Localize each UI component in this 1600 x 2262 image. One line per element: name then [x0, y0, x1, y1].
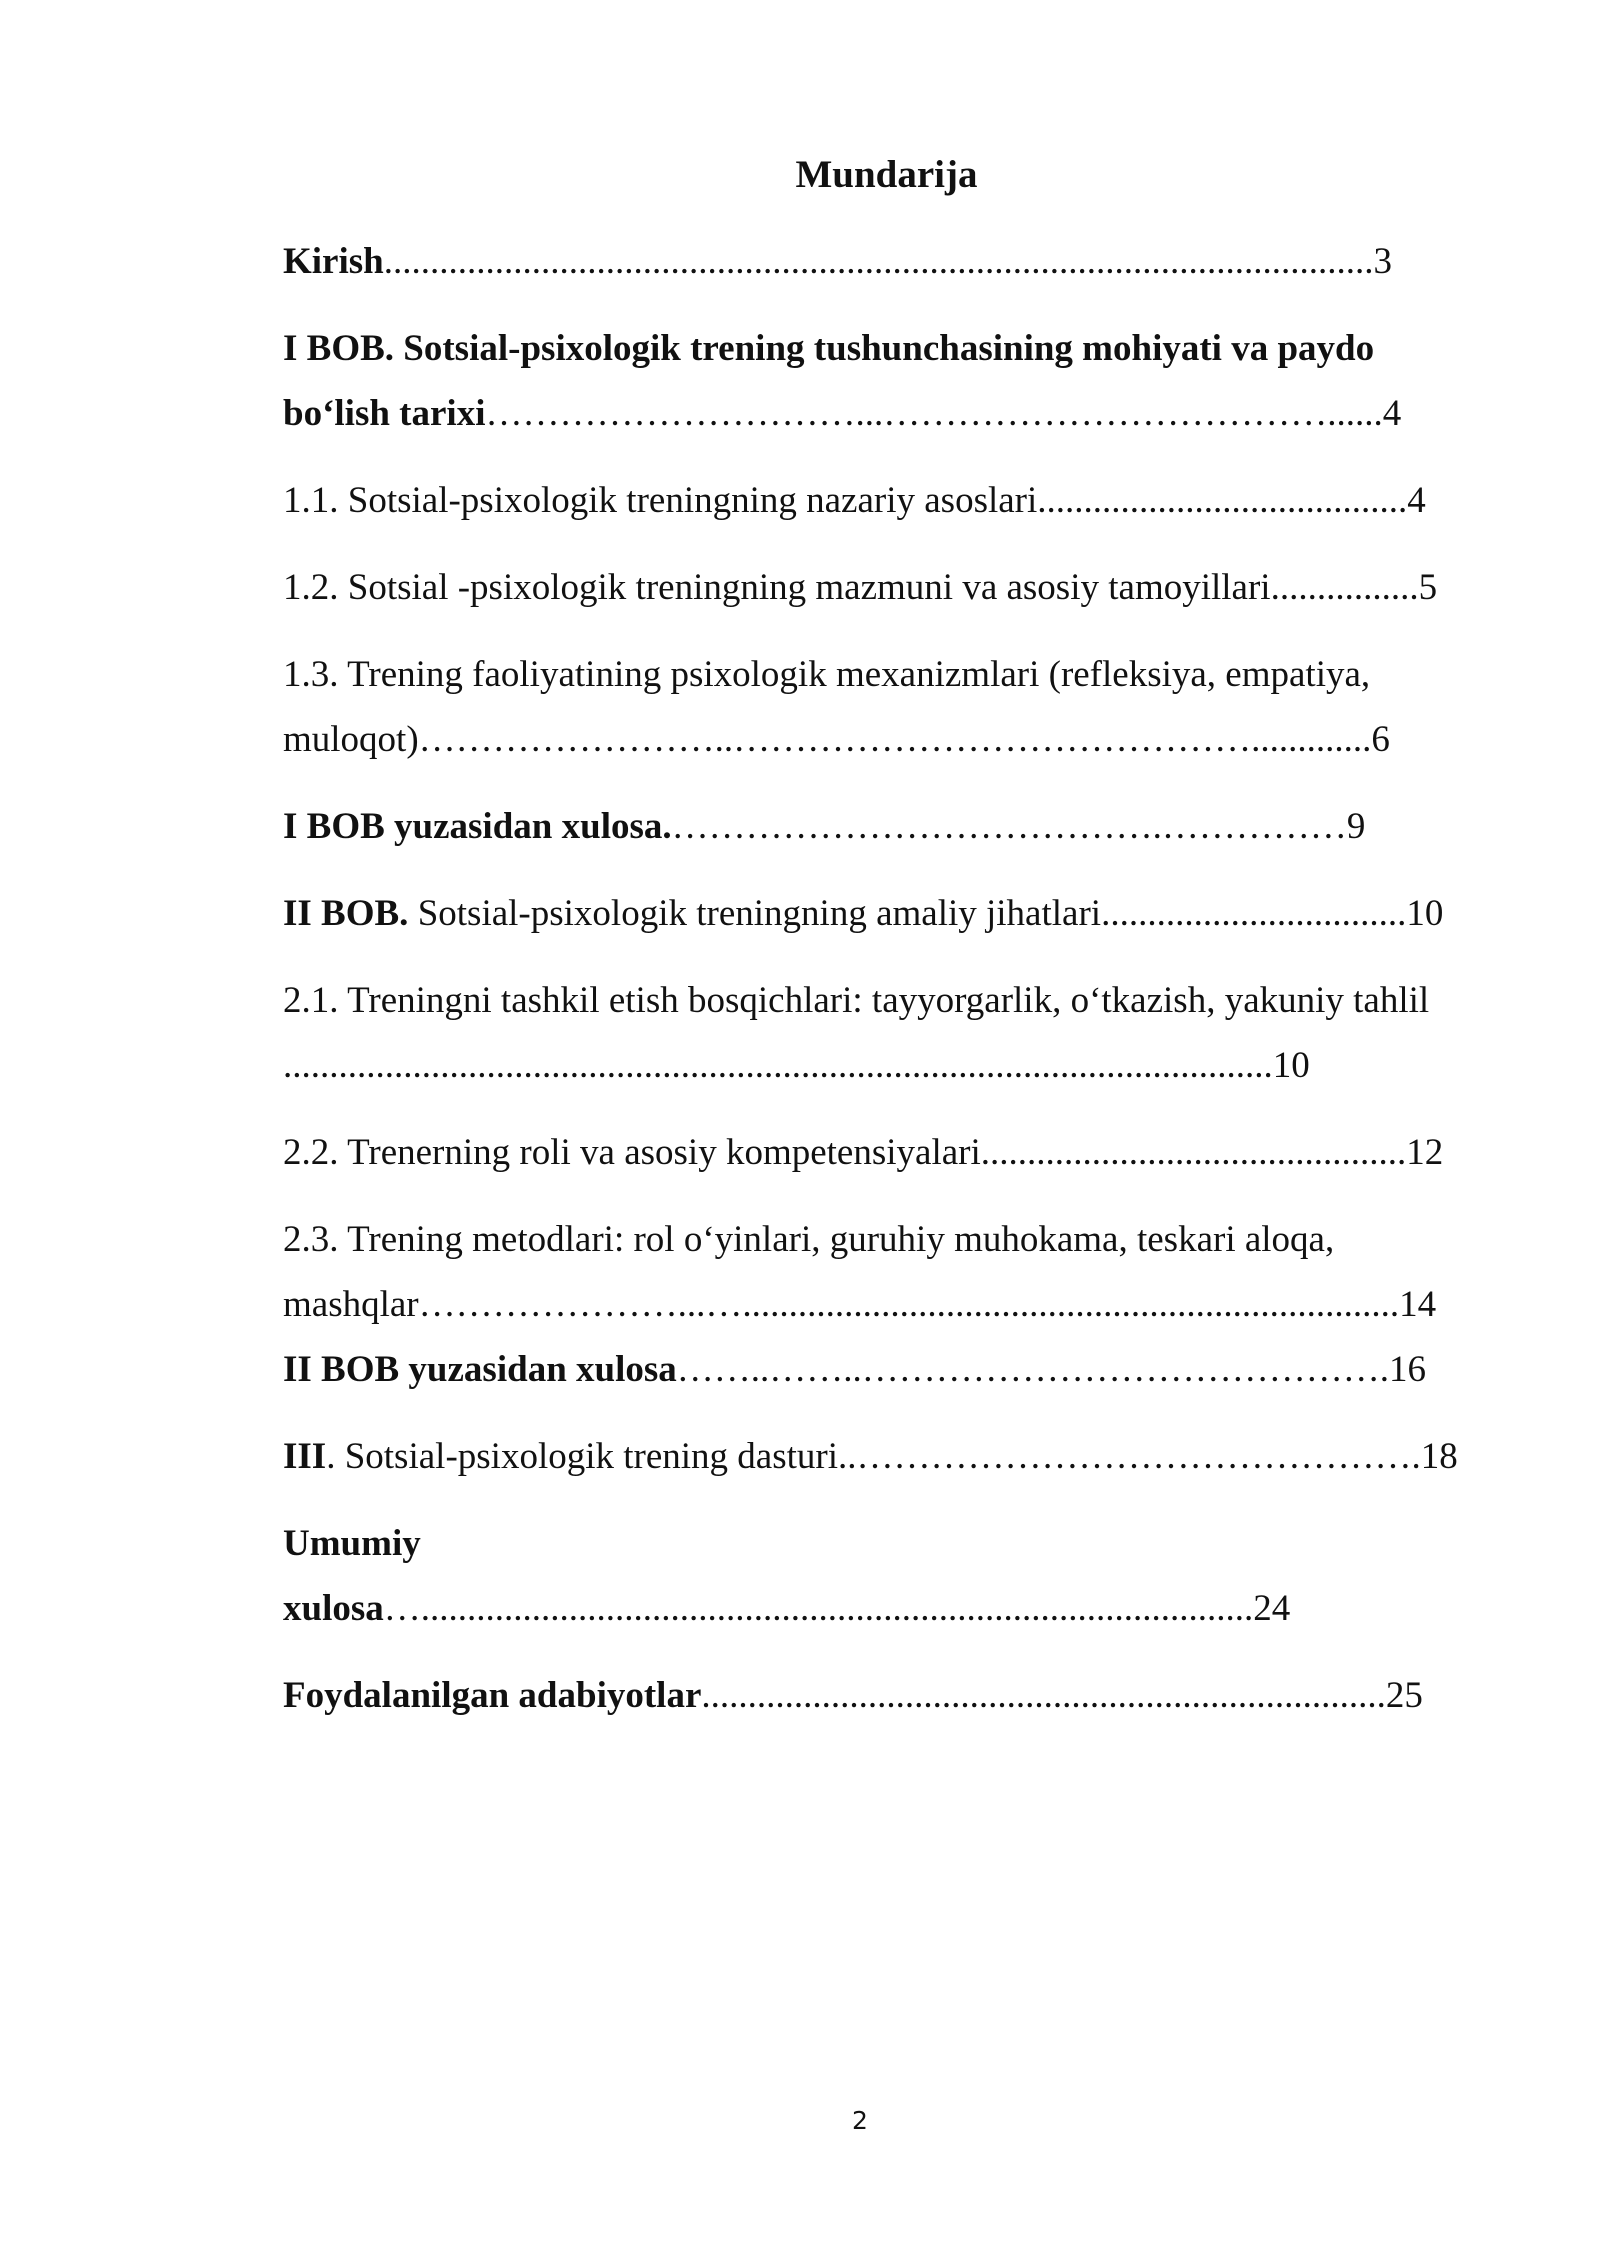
toc-label: mashqlar [283, 1284, 419, 1325]
toc-label: . Sotsial-psixologik trening dasturi. [326, 1436, 848, 1477]
toc-leader: ........................................................................................................... [283, 1045, 1273, 1086]
toc-leader: ................................. [1101, 893, 1407, 934]
toc-entry-references [283, 1672, 1423, 1720]
toc-leader: ........................................ [1037, 480, 1408, 521]
toc-label: Kirish [283, 241, 384, 282]
toc-entry-chapter-1-cont [283, 390, 1401, 438]
toc-label-bold: II BOB. [283, 893, 409, 934]
toc-page: 25 [1385, 1675, 1423, 1716]
toc-label: Sotsial-psixologik treningning amaliy jihatlari [408, 893, 1102, 934]
toc-leader: …………………………...………………………………...... [485, 393, 1383, 434]
toc-leader: ……………………..……………………………………............. [418, 719, 1372, 760]
toc-page: 14 [1399, 1284, 1437, 1325]
toc-label-bold: III [283, 1436, 327, 1477]
toc-entry-kirish [283, 238, 1392, 286]
toc-entry-1-3 [283, 651, 1370, 699]
toc-entry-1-2 [283, 564, 1437, 612]
toc-page: 6 [1371, 719, 1390, 760]
toc-leader: .......................................................................... [701, 1675, 1386, 1716]
toc-entry-2-2 [283, 1129, 1443, 1177]
toc-label: I BOB. Sotsial-psixologik trening tushunchasining mohiyati va paydo [283, 328, 1375, 369]
toc-entry-2-3-cont [283, 1281, 1436, 1329]
toc-leader: ………………………………….…………… [671, 806, 1347, 847]
toc-label: 1.2. Sotsial -psixologik treningning mazmuni va asosiy tamoyillari [283, 567, 1271, 608]
toc-label: I BOB yuzasidan xulosa. [283, 806, 672, 847]
toc-page: 4 [1407, 480, 1426, 521]
toc-label: 2.2. Trenerning roli va asosiy kompetensiyalari [283, 1132, 981, 1173]
toc-leader: …………………...…....................................................................... [418, 1284, 1400, 1325]
toc-leader: ……..……..……………………………………. [676, 1349, 1390, 1390]
toc-page: 10 [1272, 1045, 1310, 1086]
toc-entry-1-3-cont [283, 716, 1390, 764]
toc-page: 18 [1420, 1436, 1458, 1477]
toc-entry-chapter-2 [283, 890, 1443, 938]
toc-entry-conclusion [283, 1520, 421, 1568]
toc-page: 4 [1382, 393, 1402, 434]
toc-leader: ........................................................................................................... [383, 241, 1374, 282]
toc-label: xulosa [283, 1588, 384, 1629]
toc-page: 5 [1418, 567, 1438, 608]
toc-label: 1.1. Sotsial-psixologik treningning nazariy asoslari [283, 480, 1038, 521]
toc-entry-chapter-1-summary [283, 803, 1365, 851]
toc-leader: .............................................. [980, 1132, 1407, 1173]
toc-label: 2.3. Trening metodlari: rol o‘yinlari, guruhiy muhokama, teskari aloqa, [283, 1219, 1335, 1260]
toc-entry-2-3 [283, 1216, 1334, 1264]
toc-leader: ….......................................................................................... [383, 1588, 1254, 1629]
toc-label: 1.3. Trening faoliyatining psixologik mexanizmlari (refleksiya, empatiya, [283, 654, 1371, 695]
toc-label: II BOB yuzasidan xulosa [283, 1349, 677, 1390]
toc-entry-chapter-2-summary [283, 1346, 1426, 1394]
toc-label: 2.1. Treningni tashkil etish bosqichlari: tayyorgarlik, o‘tkazish, yakuniy tahlil [283, 980, 1430, 1021]
toc-page: 10 [1406, 893, 1444, 934]
toc-label: Umumiy [283, 1523, 421, 1564]
toc-label: muloqot) [283, 719, 419, 760]
toc-leader: ................ [1270, 567, 1419, 608]
toc-label: bo‘lish tarixi [283, 393, 486, 434]
toc-page: 16 [1389, 1349, 1427, 1390]
toc-page: 24 [1253, 1588, 1291, 1629]
toc-entry-chapter-3 [283, 1433, 1458, 1481]
toc-label: Foydalanilgan adabiyotlar [283, 1675, 702, 1716]
toc-page: 9 [1346, 806, 1366, 847]
toc-entry-1-1 [283, 477, 1426, 525]
page-title: Mundarija [795, 153, 978, 196]
toc-page: 3 [1373, 241, 1392, 282]
toc-entry-conclusion-cont [283, 1585, 1290, 1633]
toc-leader: .………………………………………. [847, 1436, 1421, 1477]
toc-page: 12 [1406, 1132, 1444, 1173]
page-number: 2 [852, 2106, 868, 2135]
toc-entry-2-1 [283, 977, 1429, 1025]
toc-entry-chapter-1 [283, 325, 1374, 373]
toc-entry-2-1-cont [283, 1042, 1310, 1090]
